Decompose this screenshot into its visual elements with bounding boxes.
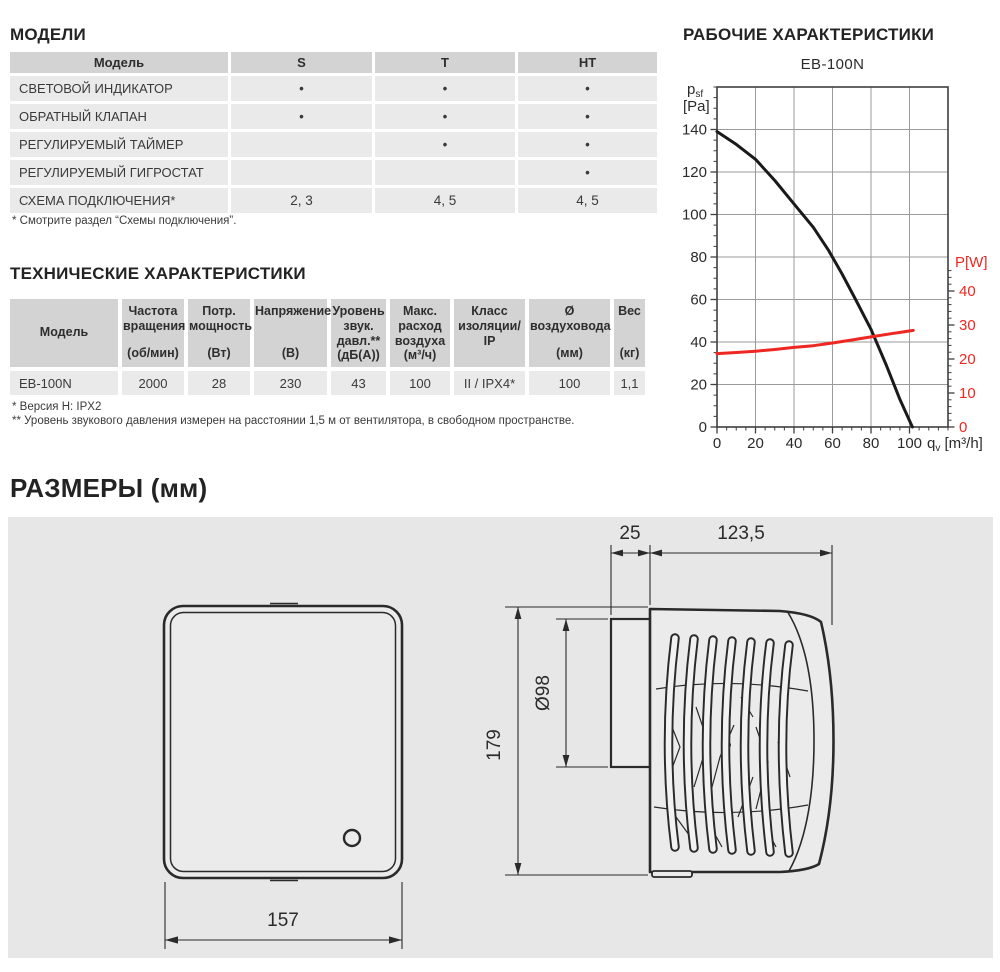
duct-spigot	[611, 619, 650, 767]
header-unit: (мм)	[556, 346, 583, 361]
spec-value: 100	[529, 371, 610, 395]
specs-col-header	[10, 299, 118, 367]
header-unit: (В)	[281, 346, 300, 361]
feature-value: •	[518, 132, 657, 157]
header-name: Частота вращения	[123, 304, 186, 333]
feature-label: ОБРАТНЫЙ КЛАПАН	[10, 104, 228, 129]
feature-value: •	[375, 132, 515, 157]
specs-col-header	[188, 299, 253, 367]
dim-arrow	[515, 607, 522, 619]
dimension-label-duct-diameter: Ø98	[533, 675, 554, 711]
specs-table	[10, 299, 645, 395]
svg-text:40: 40	[959, 283, 976, 300]
specs-col-header	[614, 299, 645, 367]
svg-text:100: 100	[896, 435, 923, 452]
feature-value	[375, 160, 515, 185]
spec-value: 230	[254, 371, 327, 395]
dim-arrow	[611, 550, 623, 557]
feature-value: •	[518, 160, 657, 185]
svg-text:20: 20	[690, 376, 707, 394]
header-name: Вес	[618, 304, 641, 318]
feature-value: •	[375, 104, 515, 129]
specs-col-header	[122, 299, 184, 367]
header-name: Класс изоляции/ IP	[458, 304, 521, 348]
svg-text:60: 60	[690, 291, 707, 309]
dim-arrow	[650, 550, 662, 557]
dim-arrow	[563, 755, 570, 767]
models-table	[10, 52, 657, 213]
feature-label: СВЕТОВОЙ ИНДИКАТОР	[10, 76, 228, 101]
svg-text:20: 20	[959, 351, 976, 368]
models-col-header: T	[375, 52, 515, 73]
dim-arrow	[638, 550, 650, 557]
svg-text:120: 120	[681, 164, 707, 181]
specs-col-header	[390, 299, 450, 367]
svg-text:30: 30	[959, 317, 976, 334]
feature-value: •	[518, 76, 657, 101]
feature-value: •	[231, 76, 372, 101]
mounting-foot	[652, 871, 692, 877]
dim-arrow	[515, 863, 522, 875]
front-view-drawing	[164, 604, 402, 950]
header-name: Напряжение	[255, 304, 332, 318]
header-name: Модель	[39, 325, 89, 340]
dim-arrow	[820, 550, 832, 557]
svg-text:psf: $p_{sf}$	[687, 81, 704, 100]
svg-text:80: 80	[862, 435, 880, 452]
feature-value: •	[231, 104, 372, 129]
dimensions-drawing-svg	[8, 517, 993, 958]
specs-col-header	[254, 299, 332, 367]
specs-footnote-1: * Версия H: IPX2	[12, 401, 102, 413]
header-name: Макс. расход воздуха	[394, 304, 446, 348]
feature-value: 2, 3	[231, 188, 372, 213]
dim-arrow	[389, 936, 402, 943]
feature-value: 4, 5	[518, 188, 657, 213]
feature-value	[231, 160, 372, 185]
dimension-label-body-depth: 123,5	[717, 523, 765, 544]
specs-col-header	[331, 299, 386, 367]
svg-text:60: 60	[824, 435, 841, 452]
spec-value: II / IPX4*	[454, 371, 525, 395]
dimension-label-width: 157	[267, 910, 299, 931]
svg-text:40: 40	[690, 334, 707, 351]
spec-value: 28	[188, 371, 250, 395]
feature-label: РЕГУЛИРУЕМЫЙ ГИГРОСТАТ	[10, 160, 228, 185]
spec-value: 1,1	[614, 371, 645, 395]
header-name: Уровень звук. давл.**	[332, 304, 385, 348]
header-unit: (м³/ч)	[403, 348, 437, 363]
svg-text:140: 140	[681, 121, 707, 139]
specs-col-header	[454, 299, 525, 367]
feature-value: 4, 5	[375, 188, 515, 213]
svg-text:20: 20	[747, 435, 764, 452]
specs-section-title: ТЕХНИЧЕСКИЕ ХАРАКТЕРИСТИКИ	[10, 264, 306, 283]
svg-text:80: 80	[690, 249, 707, 266]
performance-section-title: РАБОЧИЕ ХАРАКТЕРИСТИКИ	[683, 25, 935, 44]
header-unit: (об/мин)	[127, 346, 179, 361]
models-col-header: S	[231, 52, 372, 73]
header-name: Потр. мощность	[189, 304, 253, 333]
feature-label: РЕГУЛИРУЕМЫЙ ТАЙМЕР	[10, 132, 228, 157]
dimension-label-duct-depth: 25	[619, 523, 641, 544]
feature-value: •	[375, 76, 515, 101]
fan-front-panel	[164, 606, 402, 878]
feature-label: СХЕМА ПОДКЛЮЧЕНИЯ*	[10, 188, 228, 213]
models-col-header: Модель	[10, 52, 228, 73]
models-section-title: МОДЕЛИ	[10, 25, 86, 44]
dim-arrow	[165, 936, 178, 943]
dim-arrow	[563, 619, 570, 631]
header-unit: (кг)	[619, 346, 640, 361]
feature-value	[231, 132, 372, 157]
svg-text:0: 0	[712, 435, 722, 452]
performance-chart-svg	[665, 10, 1000, 470]
dimension-label-height: 179	[484, 729, 505, 761]
header-unit: (Вт)	[207, 346, 231, 361]
svg-text:0: 0	[959, 419, 968, 436]
svg-text:[Pa]: [Pa]	[683, 98, 710, 115]
models-footnote: * Смотрите раздел “Схемы подключения”.	[12, 215, 237, 227]
specs-footnote-2: ** Уровень звукового давления измерен на расстоянии 1,5 м от вентилятора, в свободном пространстве.	[12, 415, 575, 427]
performance-chart	[665, 10, 1000, 470]
svg-text:P[W]: P[W]	[955, 254, 988, 271]
dimensions-panel	[8, 517, 993, 958]
header-name: Ø воздуховода	[530, 304, 611, 333]
spec-value-model: EB-100N	[10, 371, 118, 395]
svg-text:40: 40	[785, 435, 803, 452]
svg-text:EB-100N: EB-100N	[800, 56, 865, 73]
specs-col-header	[529, 299, 610, 367]
svg-text:0: 0	[698, 419, 707, 436]
svg-text:10: 10	[959, 385, 976, 402]
side-view-drawing	[484, 523, 834, 877]
svg-text:100: 100	[681, 206, 707, 224]
feature-value: •	[518, 104, 657, 129]
spec-value: 43	[331, 371, 386, 395]
models-col-header: HT	[518, 52, 657, 73]
svg-text:qv [m³/h]: $q_v$ [m³/h]	[927, 435, 983, 454]
dimensions-section-title: РАЗМЕРЫ (мм)	[10, 473, 208, 503]
spec-value: 2000	[122, 371, 184, 395]
spec-value: 100	[390, 371, 450, 395]
header-unit: (дБ(А))	[337, 348, 380, 363]
